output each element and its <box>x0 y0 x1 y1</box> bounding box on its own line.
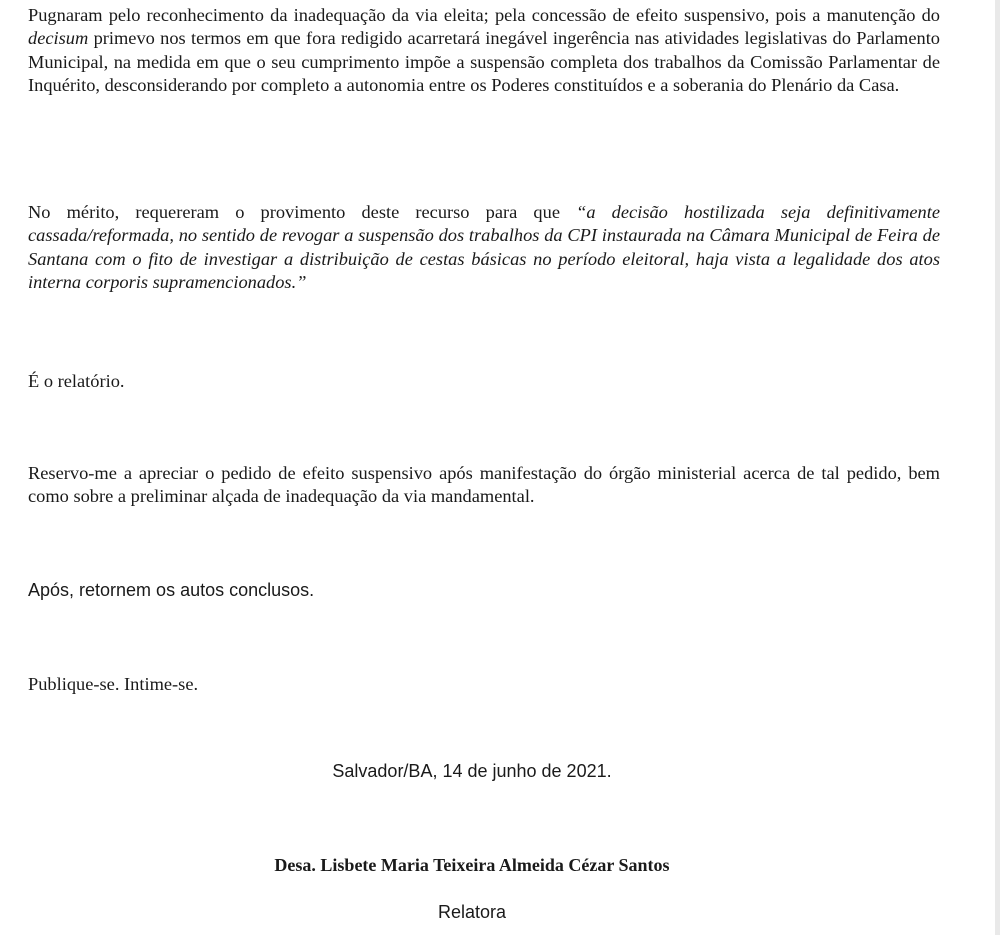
signature-name: Desa. Lisbete Maria Teixeira Almeida Cézar Santos <box>274 855 670 875</box>
paragraph-reservation: Reservo-me a apreciar o pedido de efeito suspensivo após manifestação do órgão ministerial acerca de tal pedido, bem como sobre a preliminar alçada de inadequação da via mandamental. <box>28 463 940 507</box>
paragraph-merit <box>28 201 940 295</box>
paragraph-arguments-text-start: Pugnaram pelo reconhecimento da inadequação da via eleita; pela concessão de efeito suspensivo, pois a manutenção do <box>28 5 940 25</box>
signature-place-date: Salvador/BA, 14 de junho de 2021. <box>332 761 612 781</box>
paragraph-publish: Publique-se. Intime-se. <box>28 674 199 694</box>
latin-term-decisum: decisum <box>28 28 89 49</box>
paragraph-merit-intro: No mérito, requereram o provimento deste recurso para que <box>28 202 577 222</box>
paragraph-return: Após, retornem os autos conclusos. <box>28 580 315 600</box>
signature-role: Relatora <box>437 902 507 922</box>
paragraph-arguments <box>28 4 940 98</box>
paragraph-report: É o relatório. <box>28 371 125 391</box>
paragraph-arguments-text-end: primevo nos termos em que fora redigido acarretará inegável ingerência nas atividades legislativas do Parlamento Municipal, na medida em que o seu cumprimento impõe a suspensão completa dos trabalhos da Comissão Parlamentar de Inquérito, desconsiderando por completo a autonomia entre os Poderes constituídos e a soberania do Plenário da Casa. <box>28 28 940 96</box>
paragraph-merit-quote: “a decisão hostilizada seja definitivamente cassada/reformada, no sentido de revogar a suspensão dos trabalhos da CPI instaurada na Câmara Municipal de Feira de Santana com o fito de investigar a distribuição de cestas básicas no período eleitoral, haja vista a legalidade dos atos interna corporis supramencionados.” <box>28 202 940 293</box>
page-edge <box>995 0 1000 935</box>
